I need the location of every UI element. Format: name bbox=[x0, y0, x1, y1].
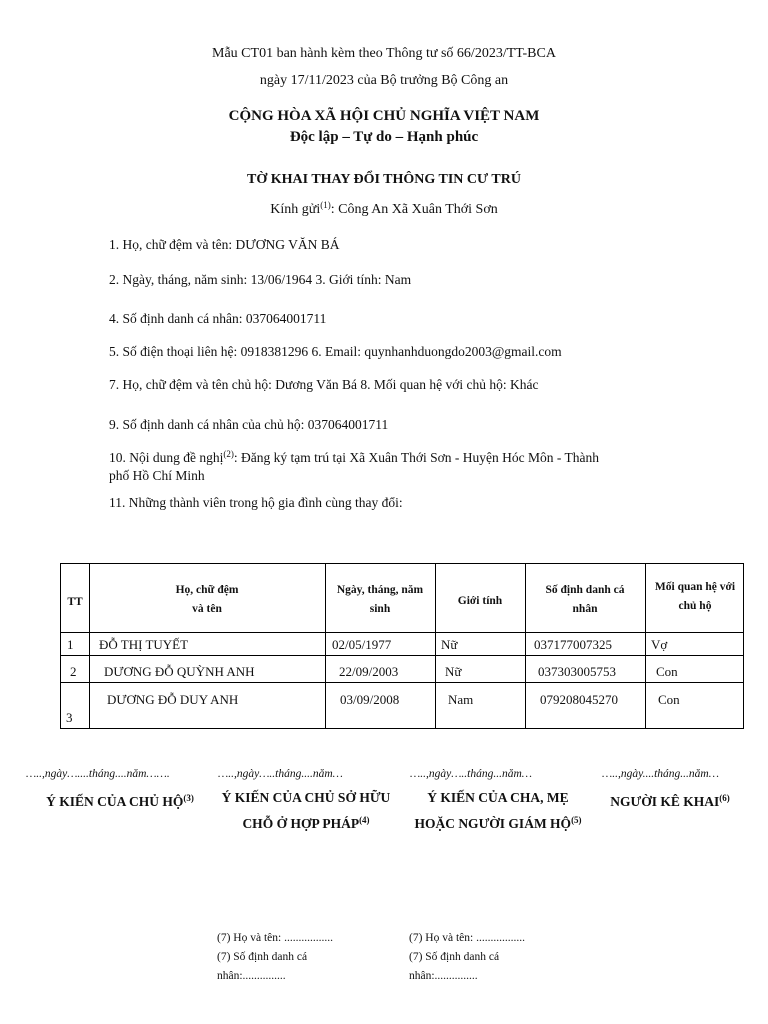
field-members-heading: 11. Những thành viên trong hộ gia đình cùng thay đổi: bbox=[109, 495, 403, 510]
request-label: 10. Nội dung đề nghị bbox=[109, 450, 224, 465]
footer-col1-id-line-1: (7) Số định danh cá bbox=[217, 951, 308, 963]
date-line-declarant: …..,ngày....tháng...năm… bbox=[602, 768, 719, 780]
field-household-head: 7. Họ, chữ đệm và tên chủ hộ: Dương Văn Bá 8. Mối quan hệ với chủ hộ: Khác bbox=[109, 377, 539, 392]
row-3-tt: 3 bbox=[66, 710, 73, 725]
row-1-dob: 02/05/1977 bbox=[332, 637, 392, 652]
sig4-text: NGƯỜI KÊ KHAI bbox=[610, 794, 720, 809]
footer-col2-id-line-1: (7) Số định danh cá bbox=[409, 951, 500, 963]
sig1-footnote: (3) bbox=[183, 793, 194, 803]
row-1-tt: 1 bbox=[67, 637, 74, 652]
request-text-line-2: phố Hồ Chí Minh bbox=[109, 468, 205, 483]
header-rel-line-2: chủ hộ bbox=[678, 600, 712, 612]
sig3-line-2-wrap bbox=[398, 809, 598, 835]
row-2-dob: 22/09/2003 bbox=[339, 664, 399, 679]
row-2-relationship: Con bbox=[656, 664, 678, 679]
sig2-line-2-wrap bbox=[206, 809, 406, 835]
header-name bbox=[89, 581, 325, 619]
sig2-line-1: Ý KIẾN CỦA CHỦ SỞ HỮU bbox=[221, 790, 391, 805]
row-3-id: 079208045270 bbox=[540, 692, 618, 707]
row-1-name: ĐỖ THỊ TUYẾT bbox=[99, 637, 189, 652]
date-line-guardian: …..,ngày…..tháng...năm… bbox=[410, 768, 533, 780]
form-reference-line-1: Mẫu CT01 ban hành kèm theo Thông tư số 66/2023/TT-BCA bbox=[212, 46, 556, 61]
footer-col2-id-line-2: nhân:............... bbox=[409, 970, 478, 982]
document-title: TỜ KHAI THAY ĐỔI THÔNG TIN CƯ TRÚ bbox=[247, 172, 521, 187]
field-personal-id: 4. Số định danh cá nhân: 037064001711 bbox=[109, 311, 327, 326]
form-reference-line-2: ngày 17/11/2023 của Bộ trưởng Bộ Công an bbox=[259, 73, 509, 88]
sig2-footnote: (4) bbox=[359, 815, 370, 825]
national-title: CỘNG HÒA XÃ HỘI CHỦ NGHĨA VIỆT NAM bbox=[228, 108, 540, 124]
row-1-relationship: Vợ bbox=[651, 637, 668, 652]
sig3-line-2: HOẶC NGƯỜI GIÁM HỘ bbox=[414, 816, 572, 831]
row-2-id: 037303005753 bbox=[538, 664, 616, 679]
row-2-gender: Nữ bbox=[445, 664, 462, 679]
header-name-line-2: và tên bbox=[192, 603, 222, 615]
row-3-gender: Nam bbox=[448, 692, 474, 707]
footer-col1-id-line-2: nhân:............... bbox=[217, 970, 286, 982]
sig1-text: Ý KIẾN CỦA CHỦ HỘ bbox=[46, 794, 184, 809]
header-relationship bbox=[645, 578, 745, 616]
header-dob-line-1: Ngày, tháng, năm bbox=[336, 584, 424, 596]
recipient-value: : Công An Xã Xuân Thới Sơn bbox=[330, 202, 498, 217]
row-2-name: DƯƠNG ĐỖ QUỲNH ANH bbox=[104, 664, 255, 679]
date-line-owner: …..,ngày…..tháng....năm… bbox=[218, 768, 343, 780]
sig3-line-1: Ý KIẾN CỦA CHA, MẸ bbox=[427, 790, 569, 805]
row-3-relationship: Con bbox=[658, 692, 680, 707]
header-id-line-1: Số định danh cá bbox=[545, 584, 625, 596]
request-footnote: (2) bbox=[223, 449, 234, 459]
field-phone-email: 5. Số điện thoại liên hệ: 0918381296 6. Email: quynhanhduongdo2003@gmail.com bbox=[109, 344, 562, 359]
header-tt: TT bbox=[67, 596, 83, 608]
header-dob-line-2: sinh bbox=[369, 603, 391, 615]
field-request-content bbox=[109, 449, 599, 466]
field-full-name: 1. Họ, chữ đệm và tên: DƯƠNG VĂN BÁ bbox=[109, 237, 340, 252]
header-id bbox=[525, 581, 645, 619]
header-gender: Giới tính bbox=[457, 595, 503, 607]
header-name-line-1: Họ, chữ đệm bbox=[175, 584, 239, 596]
signature-title-declarant bbox=[582, 787, 758, 813]
footer-col2-name: (7) Họ và tên: ................. bbox=[409, 932, 525, 944]
request-text-line-1: : Đăng ký tạm trú tại Xã Xuân Thới Sơn - Huyện Hóc Môn - Thành bbox=[233, 450, 599, 465]
row-3-name: DƯƠNG ĐỖ DUY ANH bbox=[107, 692, 239, 707]
signature-title-guardian bbox=[398, 787, 598, 835]
field-birth-gender: 2. Ngày, tháng, năm sinh: 13/06/1964 3. Giới tính: Nam bbox=[109, 272, 412, 287]
recipient-label: Kính gửi bbox=[270, 202, 321, 217]
row-2-tt: 2 bbox=[70, 664, 77, 679]
row-1-id: 037177007325 bbox=[534, 637, 612, 652]
signature-title-household-head bbox=[20, 787, 220, 813]
header-id-line-2: nhân bbox=[572, 603, 598, 615]
sig2-line-2: CHỖ Ở HỢP PHÁP bbox=[242, 816, 360, 831]
sig4-footnote: (6) bbox=[719, 793, 730, 803]
recipient-line bbox=[0, 200, 768, 218]
header-rel-line-1: Mối quan hệ với bbox=[654, 581, 736, 593]
members-table bbox=[60, 563, 744, 729]
signature-title-owner bbox=[206, 787, 406, 835]
row-3-dob: 03/09/2008 bbox=[340, 692, 400, 707]
footer-col1-name: (7) Họ và tên: ................. bbox=[217, 932, 333, 944]
date-line-household-head: …..,ngày…....tháng....năm……. bbox=[26, 768, 170, 780]
row-1-gender: Nữ bbox=[441, 637, 458, 652]
header-dob bbox=[325, 581, 435, 619]
sig3-footnote: (5) bbox=[571, 815, 582, 825]
field-head-id: 9. Số định danh cá nhân của chủ hộ: 037064001711 bbox=[109, 417, 389, 432]
national-motto: Độc lập – Tự do – Hạnh phúc bbox=[289, 129, 479, 145]
recipient-footnote: (1) bbox=[320, 200, 331, 210]
